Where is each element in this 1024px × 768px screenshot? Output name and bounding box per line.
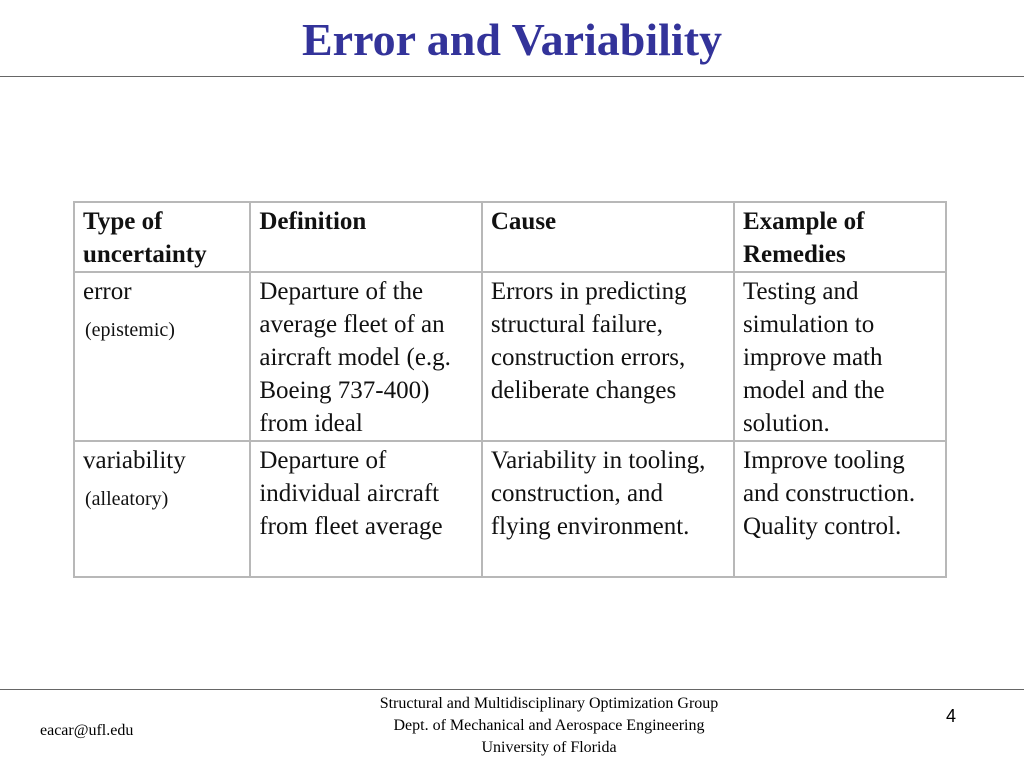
uncertainty-table	[73, 201, 947, 578]
cell-remedies: Testing and simulation to improve math model and the solution.	[734, 272, 946, 441]
cell-definition: Departure of individual aircraft from fleet average	[250, 441, 482, 577]
title-divider	[0, 76, 1024, 77]
type-sublabel: (alleatory)	[85, 488, 169, 510]
footer-divider	[0, 689, 1024, 690]
footer-department: Dept. of Mechanical and Aerospace Engineering	[393, 717, 705, 734]
table-row	[74, 272, 946, 441]
footer-university: University of Florida	[481, 739, 617, 756]
cell-type	[74, 272, 250, 441]
header-definition: Definition	[250, 202, 482, 272]
type-label: error	[83, 278, 132, 305]
type-label: variability	[83, 447, 186, 474]
uncertainty-table-container	[73, 201, 947, 569]
type-sublabel: (epistemic)	[85, 319, 175, 341]
page-number: 4	[946, 706, 957, 726]
cell-cause: Errors in predicting structural failure, construction errors, deliberate changes	[482, 272, 734, 441]
footer-affiliation	[312, 693, 786, 759]
table-header-row	[74, 202, 946, 272]
footer-email: eacar@ufl.edu	[40, 722, 134, 739]
header-remedies: Example of Remedies	[734, 202, 946, 272]
cell-remedies: Improve tooling and construction. Quality control.	[734, 441, 946, 577]
cell-type	[74, 441, 250, 577]
slide-title: Error and Variability	[301, 14, 723, 65]
header-type: Type of uncertainty	[74, 202, 250, 272]
cell-cause: Variability in tooling, construction, and flying environment.	[482, 441, 734, 577]
footer-group: Structural and Multidisciplinary Optimization Group	[379, 695, 719, 712]
header-cause: Cause	[482, 202, 734, 272]
table-row	[74, 441, 946, 577]
cell-definition: Departure of the average fleet of an aircraft model (e.g. Boeing 737-400) from ideal	[250, 272, 482, 441]
